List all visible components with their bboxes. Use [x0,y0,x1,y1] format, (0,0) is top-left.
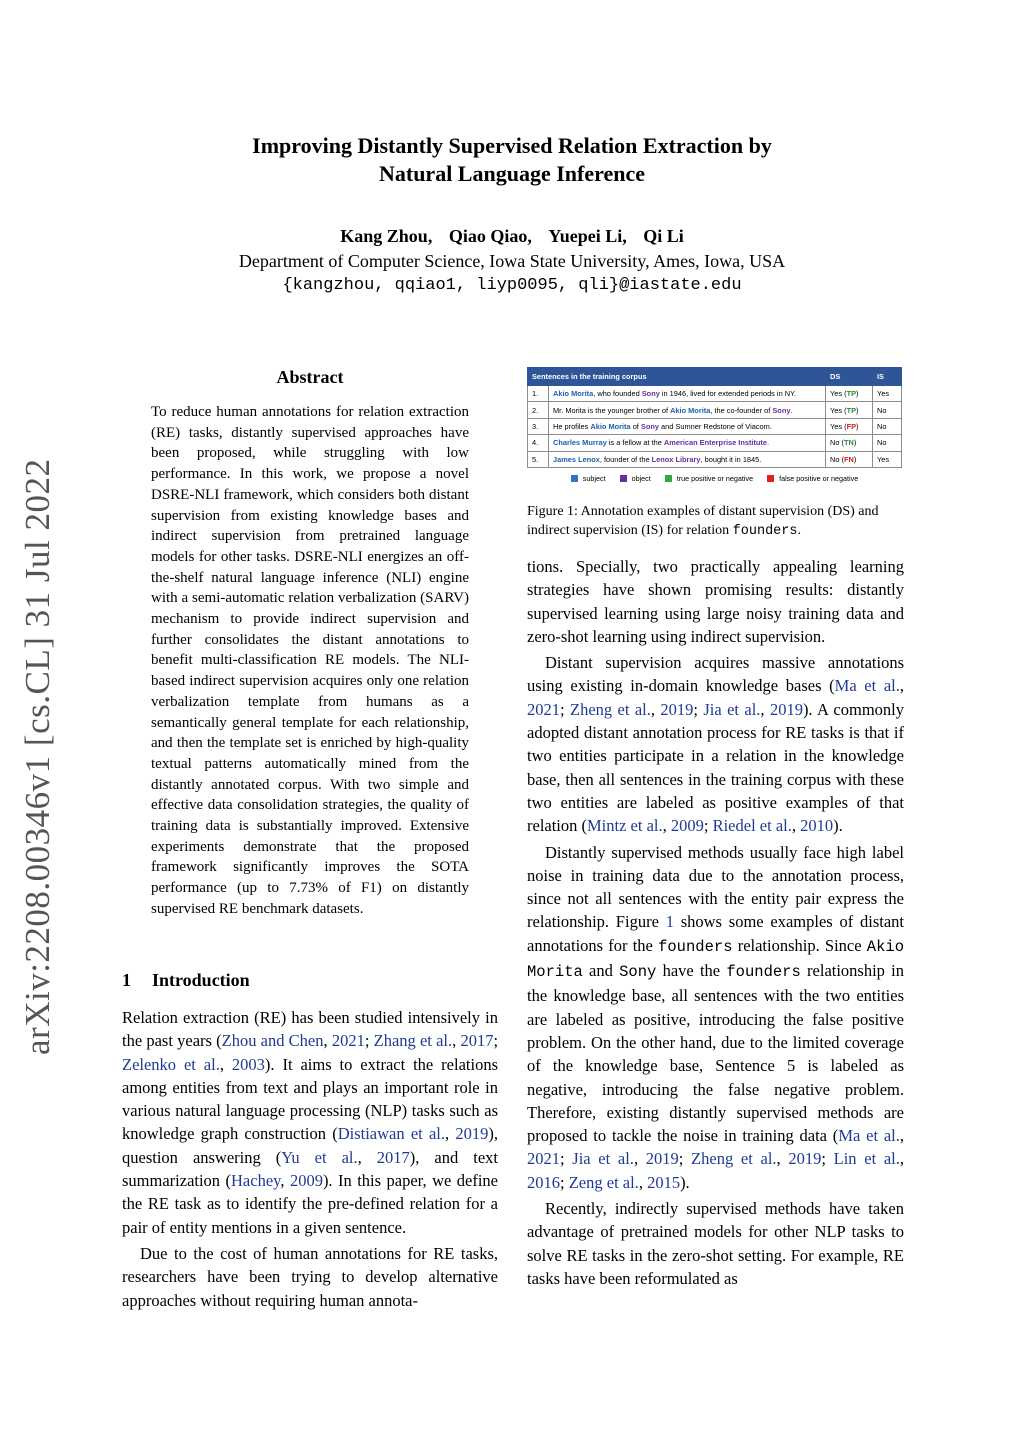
sentence-text: Mr. Morita is the younger brother of [553,405,671,415]
text-run: , [662,816,671,836]
object-entity: Sony [640,421,659,431]
sentence-text: is a fellow at the [606,438,664,448]
subject-entity: Charles Murray [553,438,607,448]
ds-label-cell [826,402,873,418]
citation-link[interactable]: 1 [665,912,674,932]
sentence-text: , bought it in 1845. [700,454,762,464]
citation-link[interactable]: 2021 [527,699,560,719]
paragraph [527,555,904,648]
abstract-text: To reduce human annotations for relation extraction (RE) tasks, distantly supervised approaches have been proposed, while struggling with low performance. In this work, we propose a novel DSRE-NLI framework, which considers both distant supervision from existing knowledge bases and indirect supervision from pretrained language models for other tasks. DSRE-NLI energizes an off-the-shelf natural language inference (NLI) engine with a semi-automatic relation verbalization (SARV) mechanism to provide indirect supervision and further consolidates the distant annotations to benefit multi-classification RE models. The NLI-based indirect supervision acquires only one relation verbalization template from humans as a semantically general template for each relationship, and then the template set is enriched by high-quality textual patterns automatically mined from the distantly annotated corpus. With two simple and effective data consolidation strategies, the quality of training data is substantially improved. Extensive experiments demonstrate that the proposed framework significantly improves the SOTA performance (up to 7.73% of F1) on distantly supervised RE benchmark datasets. [151,404,469,917]
sentence-text: , founder of the [599,454,652,464]
sentence-cell [549,451,826,467]
section-title: Introduction [152,970,250,990]
ds-label-type: FP [846,421,857,431]
text-run: ), and text summarization ( [122,1147,498,1191]
citation-link[interactable]: 2003 [231,1054,265,1074]
text-run: Distantly supervised methods usually face high label noise in training data due to the annotation process, since not all sentences with the entity pair express the relationship. Figure [527,842,904,932]
text-run: , [633,1149,646,1169]
code-term: founders [658,937,733,956]
author: Qi Li [643,226,684,246]
ds-label-type: TN [843,438,854,448]
text-run: ; [364,1031,374,1051]
text-run: , [791,816,801,836]
row-number: 2. [528,402,549,418]
annotation-examples-table [527,367,902,468]
text-run: , [445,1124,456,1144]
ds-label-type: TP [846,405,857,415]
citation-link[interactable]: 2009 [670,816,704,836]
text-run: ; [560,1149,573,1169]
text-run: tions. Specially, two practically appealing learning strategies have shown promising results: distantly supervised learning using large noisy training data and zero-shot learning using indirect supervision. [527,557,904,646]
citation-link[interactable]: 2019 [660,699,694,719]
header-is: IS [873,368,902,386]
paragraph [527,841,904,1194]
ds-label-cell [826,451,873,467]
is-label-cell: Yes [873,386,902,402]
section-heading-introduction [122,970,250,991]
paragraph [122,1006,498,1239]
ds-label: Yes ( [830,421,847,431]
text-run: , [899,1126,904,1146]
citation-link[interactable]: 2016 [527,1172,560,1192]
sentence-cell [549,386,826,402]
right-column-body [527,555,904,1290]
caption-code: founders [732,524,798,539]
object-entity: American Enterprise Institute [663,438,768,448]
ds-label-end: ) [853,454,857,464]
citation-link[interactable]: 2015 [647,1172,681,1192]
citation-link[interactable]: Hachey [231,1171,281,1191]
row-number: 5. [528,451,549,467]
ds-label-cell [826,386,873,402]
header-ds: DS [826,368,873,386]
text-run: relationship. Since [732,935,867,955]
left-column-body [122,1006,498,1312]
sentence-text: He profiles [553,421,591,431]
paragraph [527,651,904,837]
subject-entity: Akio Morita [553,389,594,399]
sentence-text: . [790,405,793,415]
text-run: , [899,676,904,696]
sentence-cell [549,435,826,451]
code-term: founders [726,963,801,982]
sentence-text: . [767,438,770,448]
citation-link[interactable]: Zelenko et al. [122,1054,220,1074]
is-label-cell: No [873,418,902,434]
text-run: ). A commonly adopted distant annotation process for RE tasks is that if two entities participate in a relation in the knowledge base, then all sentences in the training corpus with these two entities are labeled as positive examples of that relation ( [527,699,905,836]
object-entity: Sony [641,389,660,399]
sentence-text: and Sumner Redstone of Viacom. [659,421,772,431]
text-run: ; [678,1149,692,1169]
citation-link[interactable]: Ma et al. [838,1126,900,1146]
figure-1 [527,367,902,483]
legend-swatch [767,475,774,482]
citation-link[interactable]: Yu et al. [281,1147,358,1167]
text-run: ), question answering ( [122,1124,499,1167]
code-term: Sony [619,963,657,982]
legend-item [665,474,753,483]
sentence-text: , the co-founder of [710,405,773,415]
citation-link[interactable]: Lin et al. [833,1149,900,1169]
citation-link[interactable]: Zhou and Chen [221,1031,324,1051]
paragraph [122,1242,498,1312]
text-run: ; [821,1149,834,1169]
ds-label: Yes ( [830,405,847,415]
text-run: , [650,699,661,719]
legend-swatch [620,475,627,482]
header-sentences: Sentences in the training corpus [528,368,826,386]
is-label-cell: No [873,402,902,418]
ds-label-type: FN [843,454,854,464]
subject-entity: Akio Morita [590,421,631,431]
text-run: ). [680,1172,690,1192]
table-row [528,386,902,402]
row-number: 1. [528,386,549,402]
text-run: Distant supervision acquires massive annotations using existing in-domain knowledge bases ( [527,653,904,696]
text-run: , [760,699,770,719]
citation-link[interactable]: 2017 [376,1147,410,1167]
ds-label-type: TP [846,389,857,399]
text-run: Relation extraction (RE) has been studied intensively in the past years ( [122,1008,498,1051]
text-run: ). It aims to extract the relations among entities from text and plays an important role in various natural language processing (NLP) tasks such as knowledge graph construction ( [122,1054,498,1144]
text-run: and [582,961,620,981]
legend-item [767,474,858,483]
object-entity: Lenox Library [651,454,701,464]
citation-link[interactable]: Zhang et al. [373,1031,453,1051]
legend-item [620,474,651,483]
citation-link[interactable]: Jia et al. [572,1149,634,1169]
affiliation: Department of Computer Science, Iowa State University, Ames, Iowa, USA [238,251,786,271]
section-number: 1 [122,970,131,990]
text-run: ; [703,816,713,836]
legend-label: subject [582,473,606,483]
text-run: , [323,1031,332,1051]
ds-label-end: ) [856,389,859,399]
text-run: ). [833,816,843,836]
author: Qiao Qiao, [448,226,532,246]
subject-entity: Akio Morita [670,405,711,415]
row-number: 4. [528,435,549,451]
subject-entity: James Lenox [553,454,600,464]
text-run: , [357,1147,377,1167]
text-run: have the [656,961,727,981]
legend-swatch [665,475,672,482]
citation-link[interactable]: Ma et al. [834,676,900,696]
sentence-text: of [630,421,641,431]
ds-label-end: ) [856,421,859,431]
citation-link[interactable]: Mintz et al. [587,816,663,836]
ds-label: Yes ( [830,389,847,399]
arxiv-identifier: arXiv:2208.00346v1 [cs.CL] 31 Jul 2022 [18,458,57,1055]
table-row [528,435,902,451]
legend-label: false positive or negative [779,473,859,483]
citation-link[interactable]: 2019 [645,1149,679,1169]
text-run: , [280,1171,290,1191]
author: Kang Zhou, [340,226,433,246]
table-row [528,451,902,467]
is-label-cell: Yes [873,451,902,467]
text-run: ; [560,1172,569,1192]
sentence-text: in 1946, lived for extended periods in NY. [659,389,797,399]
author-emails: {kangzhou, qqiao1, liyp0095, qli}@iastate.edu [282,276,742,295]
table-row [528,418,902,434]
title-line-1: Improving Distantly Supervised Relation Extraction by [252,133,772,158]
citation-link[interactable]: 2010 [800,816,834,836]
ds-label-end: ) [856,405,859,415]
text-run: ). In this paper, we define the RE task as to identify the pre-defined relation for a pair of entity mentions in a given sentence. [122,1171,499,1237]
title-line-2: Natural Language Inference [378,161,646,186]
author-list [150,226,874,247]
ds-label-cell [826,418,873,434]
ds-label: No ( [830,454,844,464]
author: Yuepei Li, [548,226,627,246]
table-row [528,402,902,418]
abstract-heading: Abstract [276,367,344,387]
citation-link[interactable]: Zheng et al. [569,699,651,719]
ds-label-end: ) [853,438,857,448]
text-run: Recently, indirectly supervised methods have taken advantage of pretrained models for other NLP tasks to solve RE tasks in the zero-shot setting. For example, RE tasks have been reformulated as [527,1199,904,1288]
sentence-cell [549,418,826,434]
citation-link[interactable]: Zheng et al. [691,1149,777,1169]
citation-link[interactable]: 2019 [455,1124,489,1144]
citation-link[interactable]: 2009 [289,1171,323,1191]
legend-item [571,474,606,483]
text-run: ; [560,699,570,719]
text-run: , [776,1149,789,1169]
legend-label: object [631,473,651,483]
citation-link[interactable]: Distiawan et al. [337,1124,446,1144]
text-run: relationship in the knowledge base, all sentences with the two entities are labeled as positive, introducing the false positive problem. On the other hand, due to the limited coverage of the knowledge base, Sentence 5 is labeled as negative, introducing the false negative problem. Therefore, existing distantly supervised methods are proposed to tackle the noise in training data ( [527,961,905,1146]
table-header-row [528,368,902,386]
text-run: , [899,1149,905,1169]
citation-link[interactable]: 2021 [331,1031,365,1051]
text-run: Due to the cost of human annotations for RE tasks, researchers have been trying to develop alternative approaches without requiring human annota- [122,1243,498,1310]
citation-link[interactable]: Jia et al. [703,699,761,719]
paper-title [150,132,874,188]
text-run: , [638,1172,648,1192]
sentence-text: , who founded [593,389,642,399]
ds-label-cell [826,435,873,451]
is-label-cell: No [873,435,902,451]
paragraph [527,1197,904,1290]
object-entity: Sony [772,405,791,415]
caption-text: Figure 1: Annotation examples of distant supervision (DS) and indirect supervision (IS) for relation [527,504,879,538]
caption-end: . [797,523,801,538]
text-run: , [452,1031,461,1051]
text-run: shows some examples of distant annotations for the [527,912,905,955]
citation-link[interactable]: 2019 [769,699,803,719]
citation-link[interactable]: 2017 [460,1031,494,1051]
code-term: Akio Morita [527,937,905,982]
citation-link[interactable]: Zeng et al. [568,1172,639,1192]
text-run: , [219,1054,232,1074]
figure-1-caption [527,502,905,541]
legend-label: true positive or negative [676,473,754,483]
text-run: ; [493,1031,499,1051]
citation-link[interactable]: 2021 [527,1149,560,1169]
sentence-cell [549,402,826,418]
figure-legend [527,474,902,483]
citation-link[interactable]: Riedel et al. [712,816,792,836]
legend-swatch [571,475,578,482]
ds-label: No ( [830,438,844,448]
row-number: 3. [528,418,549,434]
citation-link[interactable]: 2019 [788,1149,822,1169]
text-run: ; [693,699,704,719]
